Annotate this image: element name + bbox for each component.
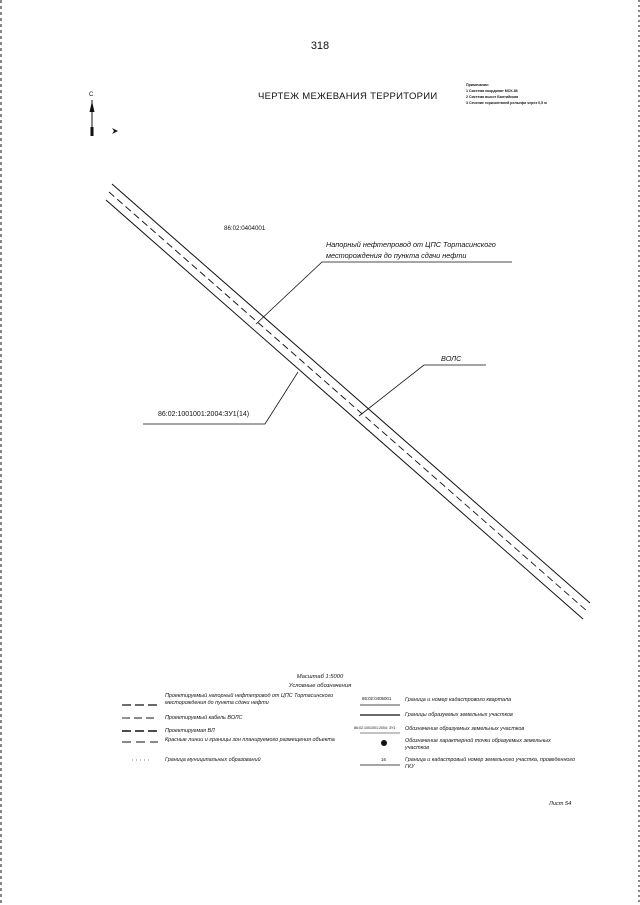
legend-sample-parcel: 86:02:1001001:2004: ЗУ1 <box>354 726 396 730</box>
fiber-label-leader <box>359 365 486 416</box>
fiber-callout: ВОЛС <box>441 354 462 363</box>
legend-left-samples <box>122 705 158 760</box>
legend-scale: Масштаб 1:5000 <box>296 674 344 680</box>
legend-item-pipeline: Проектируемый напорный нефтепровод от ЦПС Тортасинского месторождения до пункта сдачи нефти <box>165 693 334 706</box>
legend-item-municipal-border: Граница муниципальных образований <box>165 757 261 763</box>
compass-north-label: С <box>89 92 94 98</box>
note-item: 2 Система высот Балтийская <box>466 95 519 99</box>
sheet-label: Лист 54 <box>549 801 572 807</box>
page-number: 318 <box>310 40 330 52</box>
legend-item-fiber: Проектируемый кабель ВОЛС <box>165 715 243 721</box>
pipeline-label-line2: месторождения до пункта сдачи нефти <box>326 251 467 260</box>
quarter-number-label: 86:02:0404001 <box>224 225 266 232</box>
legend-item-cadastral: Граница и кадастровый номер земельного участка, проведенного ГКУ <box>405 757 575 770</box>
note-item: 3 Сечение горизонталей рельефа через 0,5 м <box>466 101 547 105</box>
compass-icon <box>90 100 119 136</box>
legend-heading: Условные обозначения <box>288 683 352 689</box>
legend-item-quarter: Граница и номер кадастрового квартала <box>405 697 512 703</box>
legend-sample-cadastral: 16 <box>381 757 386 762</box>
legend-item-powerline: Проектируемая ВЛ <box>165 728 215 734</box>
legend-sample-quarter: 86:02:0405001 <box>362 696 392 701</box>
legend-right-samples <box>360 705 400 765</box>
legend-item-red-lines: Красные линии и границы зон планируемого размещения объекта <box>165 737 335 743</box>
notes-heading: Примечание: <box>466 83 490 87</box>
pipeline-callout <box>326 239 496 261</box>
pipeline-label-line1: Напорный нефтепровод от ЦПС Тортасинского <box>326 240 496 249</box>
legend-item-parcel-designation: Обозначение образуемых земельных участков <box>405 726 525 732</box>
legend-item-parcel-borders: Границы образуемых земельных участков <box>405 712 513 718</box>
drawing-title: ЧЕРТЕЖ МЕЖЕВАНИЯ ТЕРРИТОРИИ <box>258 91 438 102</box>
legend-item-point: Обозначение характерной точки образуемых земельных участков <box>405 738 551 751</box>
parcel-callout: 86:02:1001001:2004:ЗУ1(14) <box>158 411 250 418</box>
note-item: 1 Система координат МСК-86 <box>466 89 518 93</box>
pipeline-label-leader <box>256 262 512 324</box>
